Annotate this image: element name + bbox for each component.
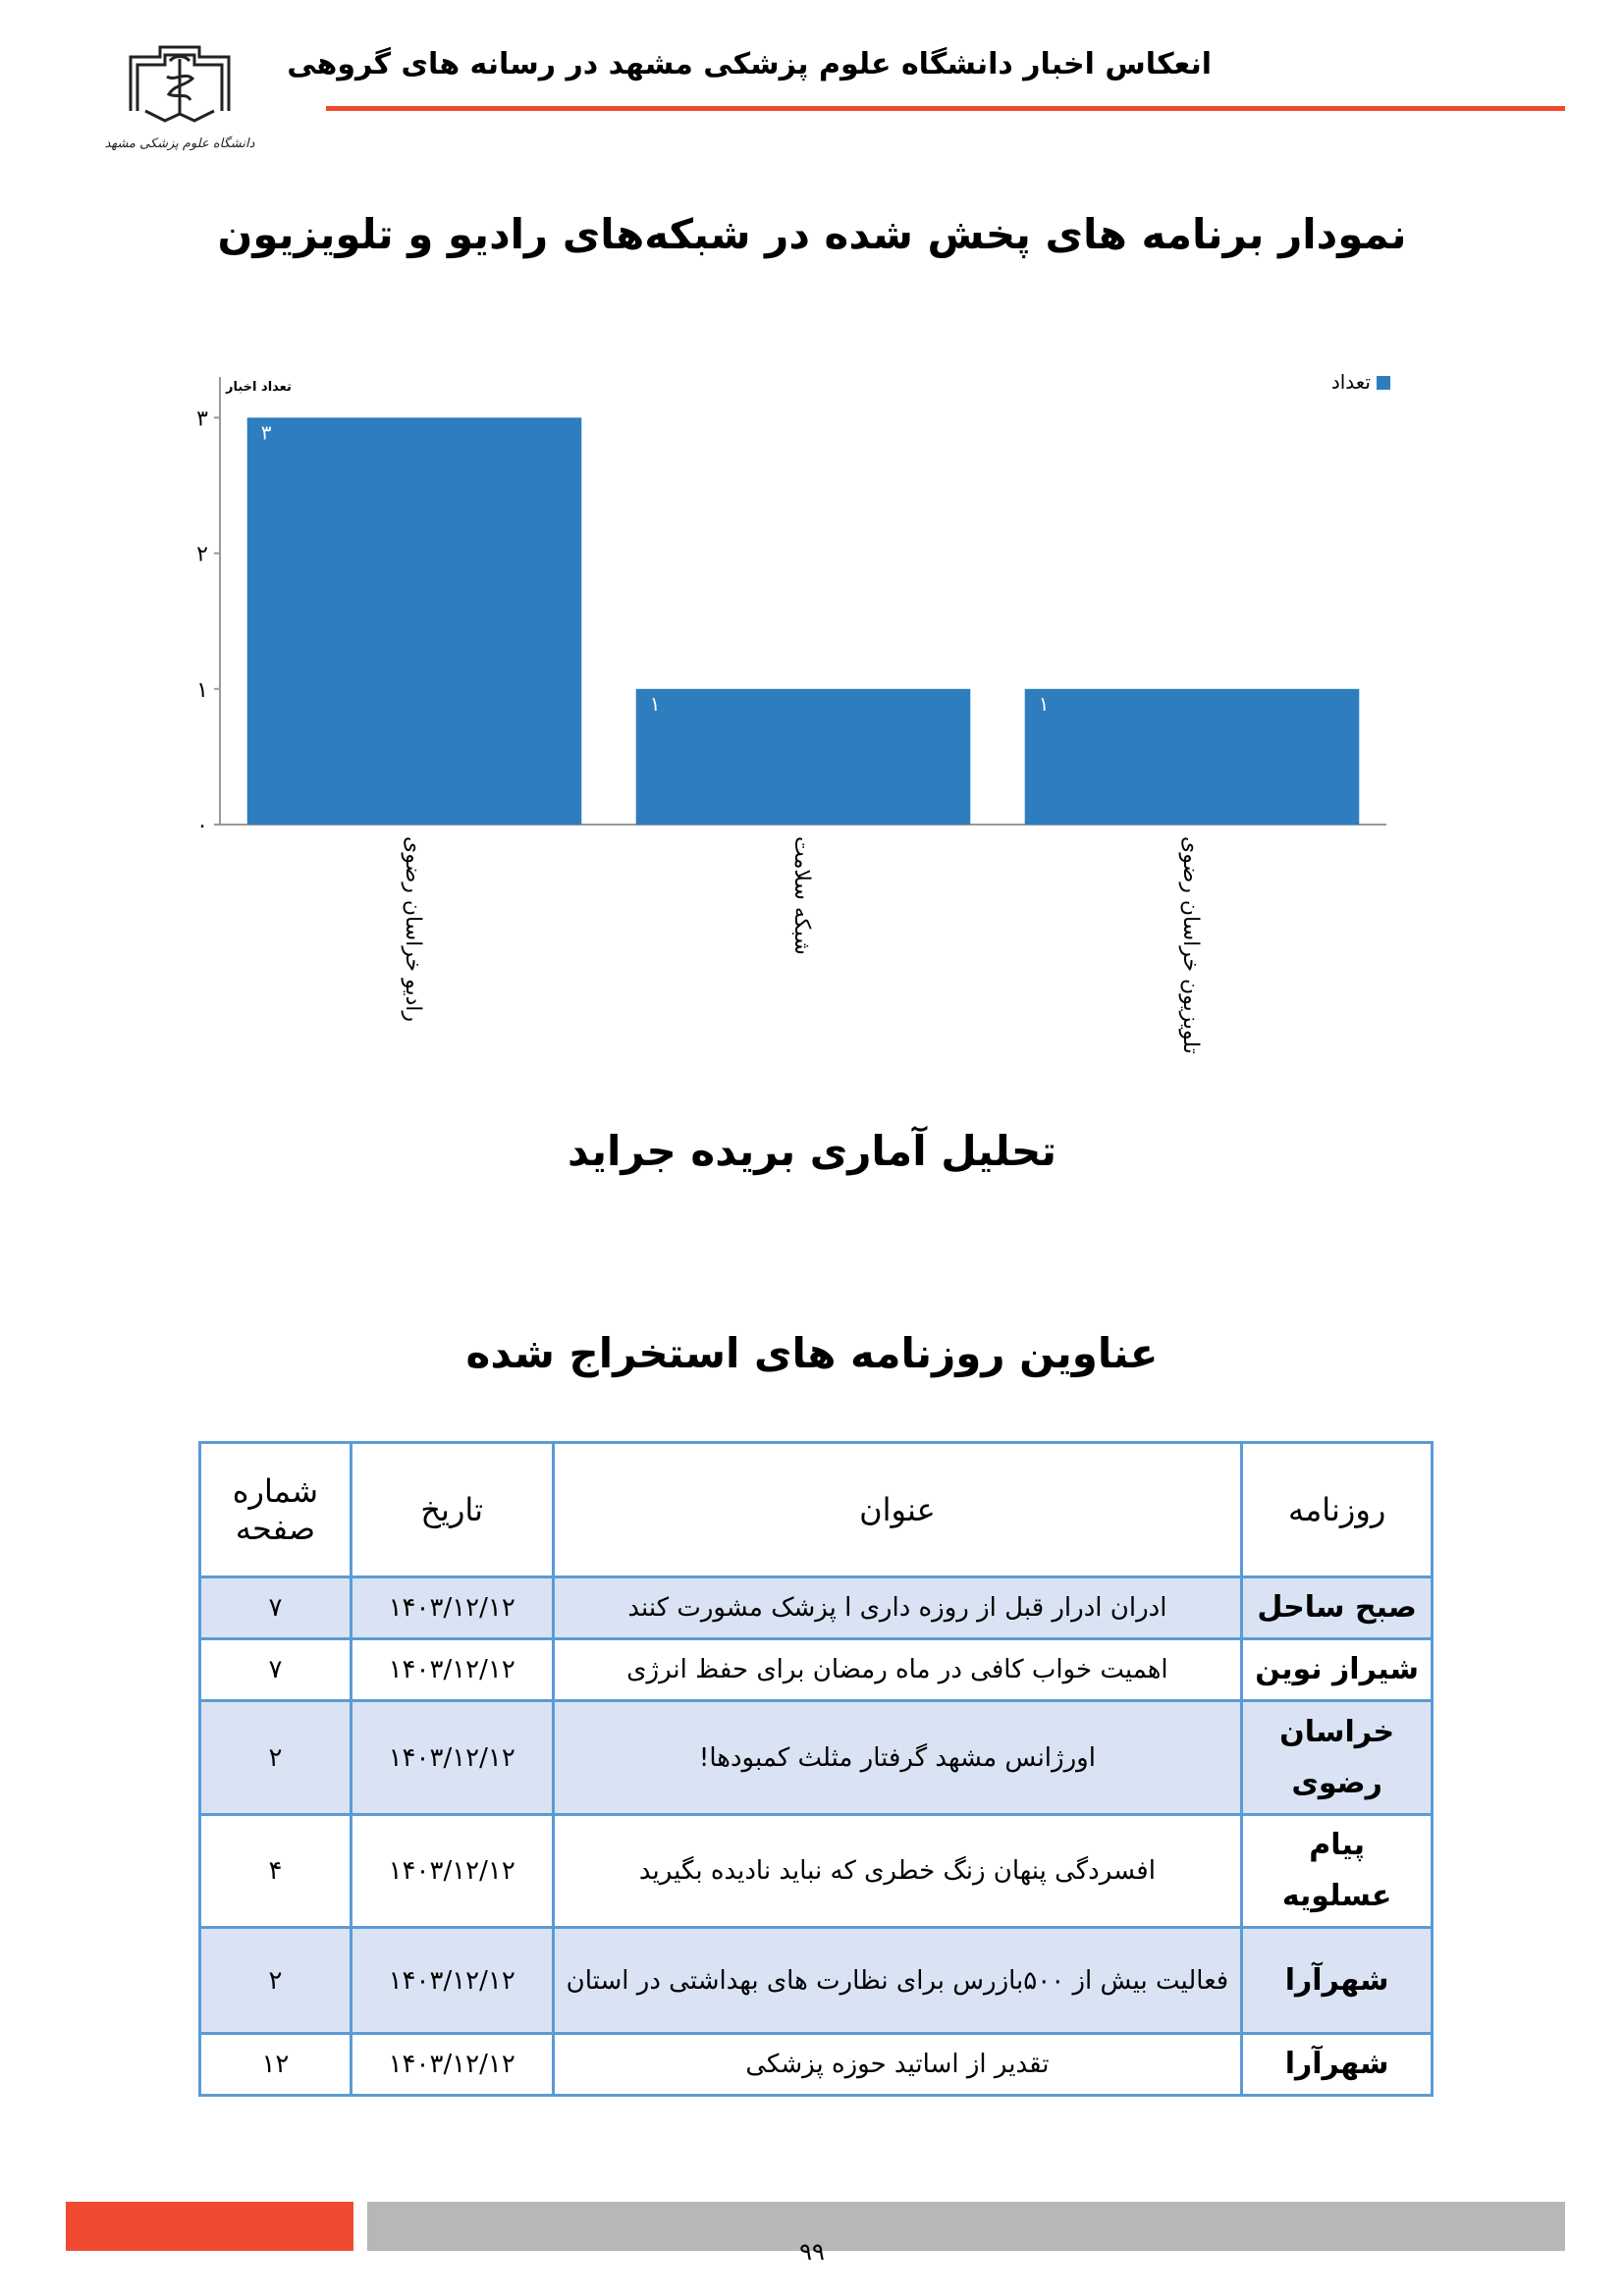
table-header-row xyxy=(200,1443,1433,1577)
y-tick-label: ۲ xyxy=(196,542,208,567)
cell-page: ۷ xyxy=(200,1577,352,1639)
chart-title: نمودار برنامه های پخش شده در شبکه‌های رادیو و تلویزیون xyxy=(217,210,1407,258)
chart-bars xyxy=(247,417,1360,825)
cell-paper: شهرآرا xyxy=(1242,1928,1433,2034)
cell-title: اهمیت خواب کافی در ماه رمضان برای حفظ انرژی xyxy=(553,1639,1242,1701)
header-paper: روزنامه xyxy=(1242,1443,1433,1577)
table-row xyxy=(200,1701,1433,1815)
cell-title: اورژانس مشهد گرفتار مثلث کمبودها! xyxy=(553,1701,1242,1815)
table-title: عناوین روزنامه های استخراج شده xyxy=(465,1329,1159,1377)
cell-title: تقدیر از اساتید حوزه پزشکی xyxy=(553,2034,1242,2096)
logo-caption: دانشگاه علوم پزشکی مشهد xyxy=(104,136,255,151)
bar-value-label: ۱ xyxy=(1038,691,1050,716)
header-date: تاریخ xyxy=(351,1443,553,1577)
university-logo-icon xyxy=(104,37,255,165)
cell-date: ۱۴۰۳/۱۲/۱۲ xyxy=(351,1577,553,1639)
header-page xyxy=(200,1443,352,1577)
cell-date: ۱۴۰۳/۱۲/۱۲ xyxy=(351,1639,553,1701)
cell-paper: پیام عسلویه xyxy=(1242,1815,1433,1928)
bar-chart xyxy=(177,353,1414,1080)
cell-paper: شهرآرا xyxy=(1242,2034,1433,2096)
bar xyxy=(636,689,971,825)
cell-page: ۲ xyxy=(200,1701,352,1815)
table-row xyxy=(200,2034,1433,2096)
legend-label: تعداد xyxy=(1330,370,1371,394)
header-divider xyxy=(326,106,1565,111)
cell-date: ۱۴۰۳/۱۲/۱۲ xyxy=(351,1815,553,1928)
header-title: انعکاس اخبار دانشگاه علوم پزشکی مشهد در رسانه های گروهی xyxy=(287,47,1212,81)
category-label: رادیو خراسان رضوی xyxy=(401,836,425,1023)
bar-value-label: ۳ xyxy=(260,420,272,445)
cell-page: ۴ xyxy=(200,1815,352,1928)
header-title: عنوان xyxy=(553,1443,1242,1577)
bar xyxy=(247,417,582,825)
category-label: تلویزیون خراسان رضوی xyxy=(1178,836,1203,1054)
table-row xyxy=(200,1639,1433,1701)
table-row xyxy=(200,1577,1433,1639)
y-tick-label: ۰ xyxy=(196,814,208,838)
page-number: ۹۹ xyxy=(799,2238,825,2266)
cell-date: ۱۴۰۳/۱۲/۱۲ xyxy=(351,1928,553,2034)
header-page-line1: شماره xyxy=(232,1472,319,1510)
cell-page: ۲ xyxy=(200,1928,352,2034)
cell-title: فعالیت بیش از ۵۰۰بازرس برای نظارت های بهداشتی در استان xyxy=(553,1928,1242,2034)
cell-title: ادران ادرار قبل از روزه داری ا پزشک مشورت کنند xyxy=(553,1577,1242,1639)
university-logo xyxy=(104,37,255,165)
table-row xyxy=(200,1928,1433,2034)
category-label: شبکه سلامت xyxy=(789,836,814,955)
table-row xyxy=(200,1815,1433,1928)
cell-paper: صبح ساحل xyxy=(1242,1577,1433,1639)
y-tick-label: ۱ xyxy=(196,677,208,703)
header-page-line2: صفحه xyxy=(235,1510,315,1547)
bar xyxy=(1025,689,1360,825)
cell-title: افسردگی پنهان زنگ خطری که نباید نادیده بگیرید xyxy=(553,1815,1242,1928)
legend-swatch xyxy=(1377,376,1390,390)
y-tick-label: ۳ xyxy=(196,406,208,432)
cell-page: ۱۲ xyxy=(200,2034,352,2096)
y-axis-label: تعداد اخبار xyxy=(226,380,292,395)
cell-paper: شیراز نوین xyxy=(1242,1639,1433,1701)
cell-paper: خراسان رضوی xyxy=(1242,1701,1433,1815)
cell-page: ۷ xyxy=(200,1639,352,1701)
cell-date: ۱۴۰۳/۱۲/۱۲ xyxy=(351,2034,553,2096)
section-title: تحلیل آماری بریده جراید xyxy=(567,1127,1057,1175)
cell-date: ۱۴۰۳/۱۲/۱۲ xyxy=(351,1701,553,1815)
bar-value-label: ۱ xyxy=(649,691,661,716)
newspaper-table xyxy=(198,1441,1434,2097)
